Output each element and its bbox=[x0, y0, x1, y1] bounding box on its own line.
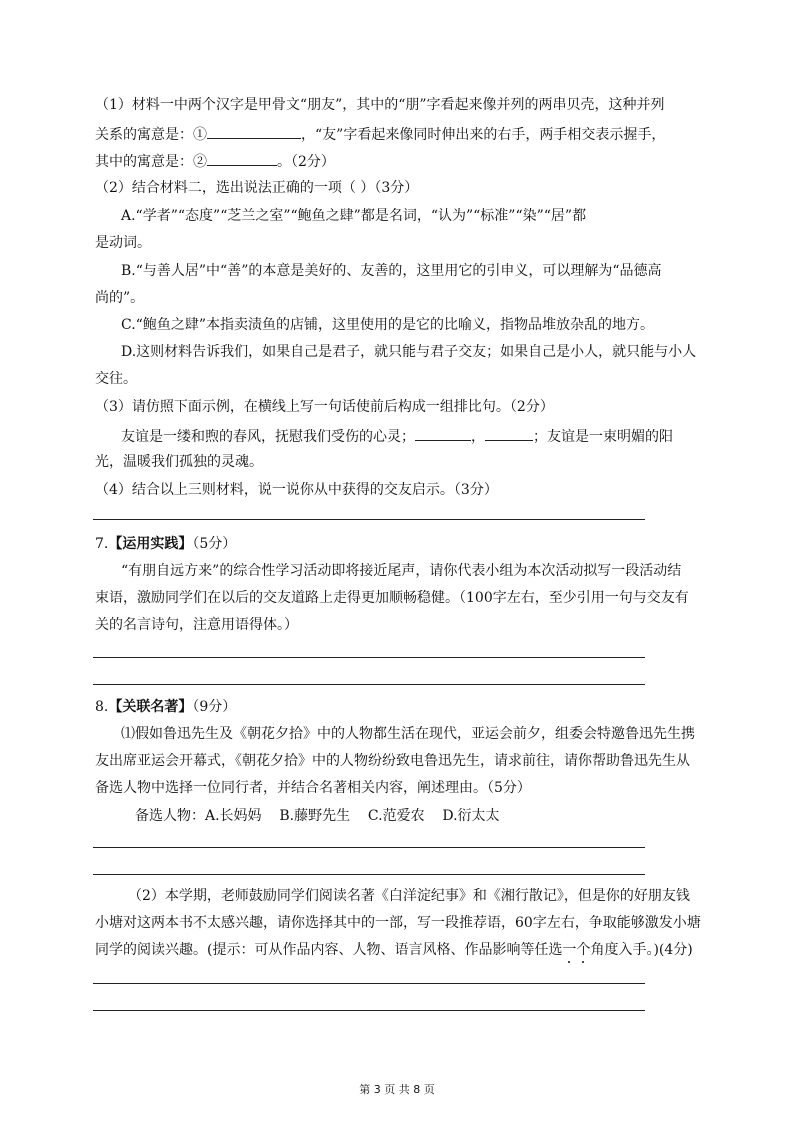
q8-p2-line3-a: 同学的阅读兴趣。(提示：可从作品内容、人物、语言风格、作品影响等任选 bbox=[95, 942, 563, 958]
q7-number: 7. bbox=[95, 536, 109, 552]
q8-p2-line3 bbox=[95, 940, 693, 960]
q6-p2-option-d-line2: 交往。 bbox=[95, 371, 137, 387]
q7-line3: 关的名言诗句，注意用语得体。） bbox=[95, 617, 298, 633]
answer-line-q8-1b[interactable] bbox=[93, 874, 645, 875]
answer-blank-1[interactable] bbox=[207, 123, 301, 139]
q6-p3-line2: 光，温暖我们孤独的灵魂。 bbox=[95, 454, 263, 470]
emphasis-char-2: 个 bbox=[576, 942, 591, 958]
answer-line-q8-2a[interactable] bbox=[93, 983, 645, 984]
answer-line-q8-2b[interactable] bbox=[93, 1010, 645, 1011]
q6-p1-line2-prefix: 关系的寓意是：① bbox=[95, 127, 207, 143]
q6-p1-line2 bbox=[95, 123, 665, 145]
q8-number: 8. bbox=[95, 699, 109, 715]
q7-score: （5分） bbox=[192, 536, 237, 552]
q7-heading bbox=[95, 534, 236, 554]
q6-p2-option-c: C.“鲍鱼之肆”本指卖渍鱼的店铺，这里使用的是它的比喻义，指物品堆放杂乱的地方。 bbox=[121, 317, 654, 333]
emphasis-char-1: 一 bbox=[562, 942, 577, 958]
q8-p2-line3-b: 角度入手。)(4分) bbox=[590, 942, 693, 958]
q6-p4-stem: （4）结合以上三则材料，说一说你从中获得的交友启示。（3分） bbox=[95, 482, 498, 498]
q6-p1-line2-suffix: ，“友”字看起来像同时伸出来的右手，两手相交表示握手， bbox=[301, 127, 666, 143]
q6-p3-stem: （3）请仿照下面示例，在横线上写一句话使前后构成一组排比句。（2分） bbox=[95, 399, 554, 415]
q7-line2: 束语，激励同学们在以后的交友道路上走得更加顺畅稳健。（100字左右，至少引用一句与交友有 bbox=[95, 590, 689, 606]
q6-p2-option-b-line2: 尚的”。 bbox=[95, 290, 145, 306]
q6-p1-line3-prefix: 其中的寓意是：② bbox=[95, 154, 207, 170]
q8-score: （9分） bbox=[192, 699, 237, 715]
q8-title: 【关联名著】 bbox=[108, 699, 193, 715]
q6-p1-line1: （1）材料一中两个汉字是甲骨文“朋友”，其中的“朋”字看起来像并列的两串贝壳，这种并列 bbox=[95, 97, 665, 113]
q6-p1-line3-suffix: 。（2分） bbox=[277, 154, 335, 170]
q6-p3-line1-a: 友谊是一缕和煦的春风，抚慰我们受伤的心灵； bbox=[121, 429, 415, 445]
answer-blank-4[interactable] bbox=[485, 425, 533, 441]
q7-title: 【运用实践】 bbox=[108, 536, 193, 552]
q6-p3-line1-c: ；友谊是一束明媚的阳 bbox=[533, 429, 673, 445]
q6-p2-stem: （2）结合材料二，选出说法正确的一项（ ）（3分） bbox=[95, 180, 419, 196]
q7-line1: “有朋自远方来”的综合性学习活动即将接近尾声，请你代表小组为本次活动拟写一段活动结 bbox=[121, 563, 682, 579]
q6-p3-line1 bbox=[121, 425, 673, 447]
q8-p1-line1: ⑴假如鲁迅先生及《朝花夕拾》中的人物都生活在现代，亚运会前夕，组委会特邀鲁迅先生携 bbox=[121, 726, 695, 742]
q6-p2-option-a-line1: A.“学者”“态度”“芝兰之室”“鲍鱼之肆”都是名词，“认为”“标准”“染”“居”都 bbox=[121, 208, 587, 224]
q6-p2-option-a-line2: 是动词。 bbox=[95, 235, 151, 251]
q8-p1-line2: 友出席亚运会开幕式，《朝花夕拾》中的人物纷纷致电鲁迅先生，请求前往，请你帮助鲁迅先生从 bbox=[95, 753, 690, 769]
q6-p1-line3 bbox=[95, 150, 335, 172]
answer-line-q6-4[interactable] bbox=[93, 519, 645, 520]
q8-p1-line3: 备选人物中选择一位同行者，并结合名著相关内容，阐述理由。（5分） bbox=[95, 780, 531, 796]
q8-heading bbox=[95, 697, 236, 717]
answer-line-q8-1a[interactable] bbox=[93, 847, 645, 848]
q8-candidates: 备选人物：A.长妈妈 B.藤野先生 C.范爱农 D.衍太太 bbox=[135, 808, 500, 824]
q8-p2-line1: （2）本学期，老师鼓励同学们阅读名著《白洋淀纪事》和《湘行散记》，但是你的好朋友钱 bbox=[128, 888, 690, 904]
answer-line-q7-2[interactable] bbox=[93, 684, 645, 685]
answer-line-q7-1[interactable] bbox=[93, 657, 645, 658]
q6-p2-option-b-line1: B.“与善人居”中“善”的本意是美好的、友善的，这里用它的引申义，可以理解为“品德高 bbox=[121, 263, 662, 279]
q8-p2-line2: 小塘对这两本书不太感兴趣，请你选择其中的一部，写一段推荐语，60字左右，争取能够激发小塘 bbox=[95, 915, 701, 931]
answer-blank-3[interactable] bbox=[415, 425, 471, 441]
answer-blank-2[interactable] bbox=[207, 150, 277, 166]
q6-p2-option-d-line1: D.这则材料告诉我们，如果自己是君子，就只能与君子交友；如果自己是小人，就只能与小人 bbox=[121, 344, 697, 360]
q6-p3-line1-b: ， bbox=[471, 429, 485, 445]
page-number-footer: 第 3 页 共 8 页 bbox=[359, 1083, 435, 1096]
